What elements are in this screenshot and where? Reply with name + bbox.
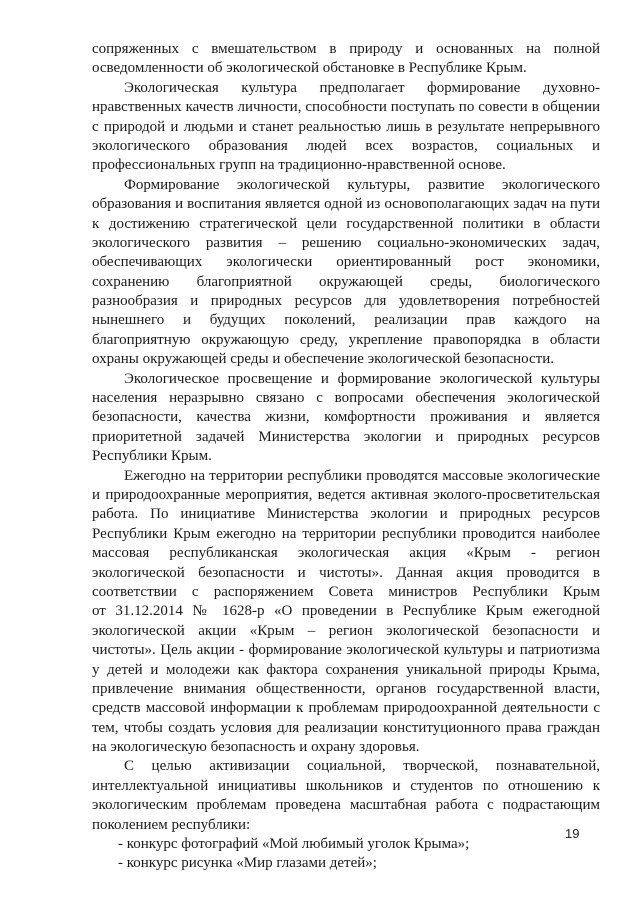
paragraph-line: обеспечивающих экологически ориентированный рост экономики, bbox=[92, 254, 600, 271]
paragraph-line: приоритетной задачей Министерства экологии и природных ресурсов bbox=[92, 428, 600, 445]
paragraph-line: нравственных качеств личности, способности поступать по совести в общении bbox=[92, 99, 600, 116]
paragraph-line: населения неразрывно связано с вопросами обеспечения экологической bbox=[92, 390, 600, 407]
paragraph-line: интеллектуальной инициативы школьников и студентов по отношению к bbox=[92, 777, 600, 794]
paragraph-line: образования и воспитания является одной из основополагающих задач на пути bbox=[92, 196, 600, 213]
paragraph-line: Формирование экологической культуры, развитие экологического bbox=[124, 176, 600, 193]
paragraph-line: сопряженных с вмешательством в природу и основанных на полной bbox=[92, 41, 600, 57]
paragraph-line: с природой и людьми и станет реальностью лишь в результате непрерывного bbox=[92, 118, 600, 135]
list-item: - конкурс фотографий «Мой любимый уголок Крыма»; bbox=[118, 836, 470, 853]
document-page bbox=[92, 40, 600, 874]
paragraph-line: чистоты». Цель акции - формирование экологической культуры и патриотизма bbox=[92, 642, 600, 659]
paragraph bbox=[92, 79, 600, 176]
paragraph bbox=[92, 467, 600, 758]
page-number: 19 bbox=[565, 826, 580, 841]
paragraph-line: безопасности, качества жизни, комфортности проживания и является bbox=[92, 409, 600, 426]
paragraph-line: к достижению стратегической цели государственной политики в области bbox=[92, 215, 600, 232]
paragraph-line: осведомленности об экологической обстановке в Республике Крым. bbox=[92, 60, 527, 77]
paragraph-line: работа. По инициативе Министерства экологии и природных ресурсов bbox=[92, 506, 600, 523]
paragraph-line: разнообразия и природных ресурсов для удовлетворения потребностей bbox=[92, 293, 600, 310]
paragraph-line: Республики Крым ежегодно на территории республики проводится наиболее bbox=[92, 525, 600, 542]
paragraph bbox=[92, 176, 600, 370]
paragraph-line: соответствии с распоряжением Совета министров Республики Крым bbox=[92, 583, 600, 600]
paragraph-line: благоприятную окружающую среду, укрепление правопорядка в области bbox=[92, 331, 600, 348]
paragraph-line: у детей и молодежи как фактора сохранения уникальной природы Крыма, bbox=[92, 661, 600, 678]
paragraph-line: профессиональных групп на традиционно-нравственной основе. bbox=[92, 157, 506, 174]
paragraph-line: экологическим проблемам проведена масштабная работа с подрастающим bbox=[92, 797, 600, 814]
list-item: - конкурс рисунка «Мир глазами детей»; bbox=[118, 855, 377, 872]
paragraph bbox=[92, 757, 600, 835]
paragraph-line: нынешнего и будущих поколений, реализации прав каждого на bbox=[92, 312, 600, 329]
paragraph-line: охраны окружающей среды и обеспечение экологической безопасности. bbox=[92, 351, 555, 368]
paragraph-line: Республики Крым. bbox=[92, 448, 212, 465]
paragraph-line: сохранению благоприятной окружающей среды, биологического bbox=[92, 273, 600, 290]
paragraph-line: и природоохранные мероприятия, ведется активная эколого-просветительская bbox=[92, 486, 600, 503]
paragraph-line: экологической акции «Крым – регион экологической безопасности и bbox=[92, 622, 600, 639]
paragraph-line: С целью активизации социальной, творческой, познавательной, bbox=[124, 758, 600, 775]
paragraph bbox=[92, 370, 600, 467]
paragraph-line: тем, чтобы создать условия для реализации конституционного права граждан bbox=[92, 719, 600, 736]
paragraph-line: Ежегодно на территории республики проводятся массовые экологические bbox=[124, 467, 600, 484]
paragraph-line: привлечение внимания общественности, органов государственной власти, bbox=[92, 680, 600, 697]
paragraph-line: Экологическое просвещение и формирование экологической культуры bbox=[124, 370, 600, 387]
paragraph-line: экологической безопасности и чистоты». Данная акция проводится в bbox=[92, 564, 600, 581]
paragraph-line: экологического развития – решению социально-экономических задач, bbox=[92, 234, 600, 251]
paragraph-line: экологического образования людей всех возрастов, социальных и bbox=[92, 137, 600, 154]
contest-list bbox=[92, 835, 600, 874]
paragraph-line: от 31.12.2014 № 1628-р «О проведении в Республике Крым ежегодной bbox=[92, 603, 600, 620]
paragraph-line: на экологическую безопасность и охрану здоровья. bbox=[92, 739, 420, 756]
document-body bbox=[92, 40, 600, 835]
paragraph-line: средств массовой информации к проблемам природоохранной деятельности с bbox=[92, 700, 600, 717]
paragraph bbox=[92, 40, 600, 79]
paragraph-line: Экологическая культура предполагает формирование духовно- bbox=[124, 79, 600, 96]
paragraph-line: массовая республиканская экологическая акция «Крым - регион bbox=[92, 545, 600, 562]
paragraph-line: поколением республики: bbox=[92, 816, 251, 833]
